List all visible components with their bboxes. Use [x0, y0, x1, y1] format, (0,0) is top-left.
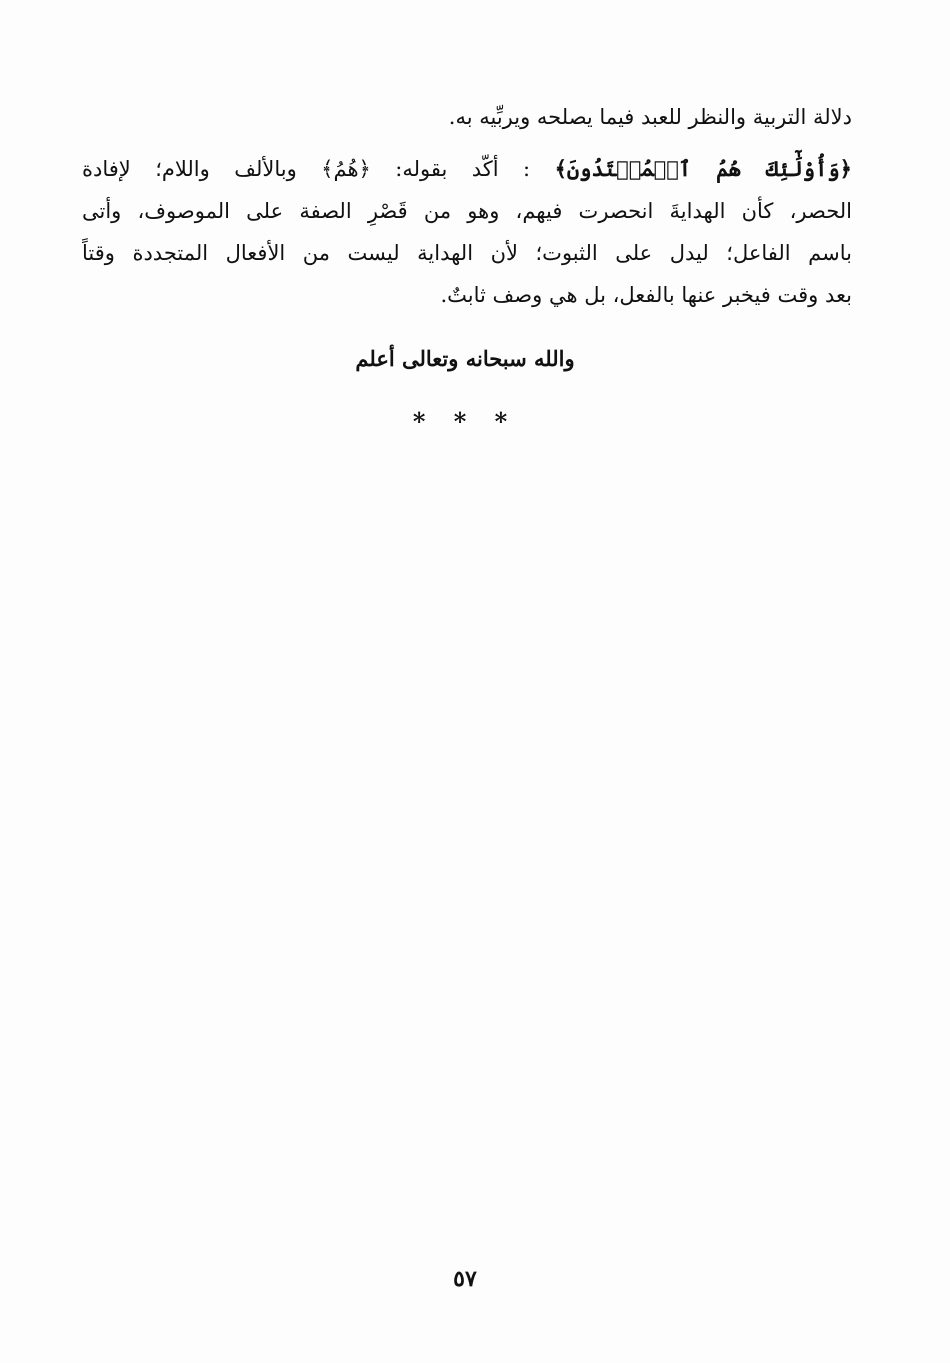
paragraph-2-line-3: باسم الفاعل؛ ليدل على الثبوت؛ لأن الهداية ليست من الأفعال المتجددة وقتاً [82, 241, 852, 265]
section-separator: * * * [412, 407, 518, 436]
paragraph-2-line-1-text: : أكّد بقوله: ﴿هُمُ﴾ وبالألف واللام؛ لإفادة [82, 157, 531, 181]
paragraph-2-line-1 [82, 148, 852, 190]
paragraph-2-line-2: الحصر، كأن الهدايةَ انحصرت فيهم، وهو من قَصْرِ الصفة على الموصوف، وأتى [82, 199, 852, 223]
closing-phrase: والله سبحانه وتعالى أعلم [355, 346, 575, 371]
paragraph-2 [82, 148, 852, 316]
paragraph-1-line-1: دلالة التربية والنظر للعبد فيما يصلحه ويربِّيه به. [448, 105, 852, 129]
paragraph-2-line-4: بعد وقت فيخبر عنها بالفعل، بل هي وصف ثابتٌ. [440, 283, 852, 307]
page-number: ٥٧ [453, 1266, 477, 1292]
paragraph-1 [82, 96, 852, 138]
quran-verse-phrase: ﴿وَأُوْلَٰٓئِكَ هُمُ ٱلۡمُهۡتَدُونَ﴾ [554, 156, 852, 181]
